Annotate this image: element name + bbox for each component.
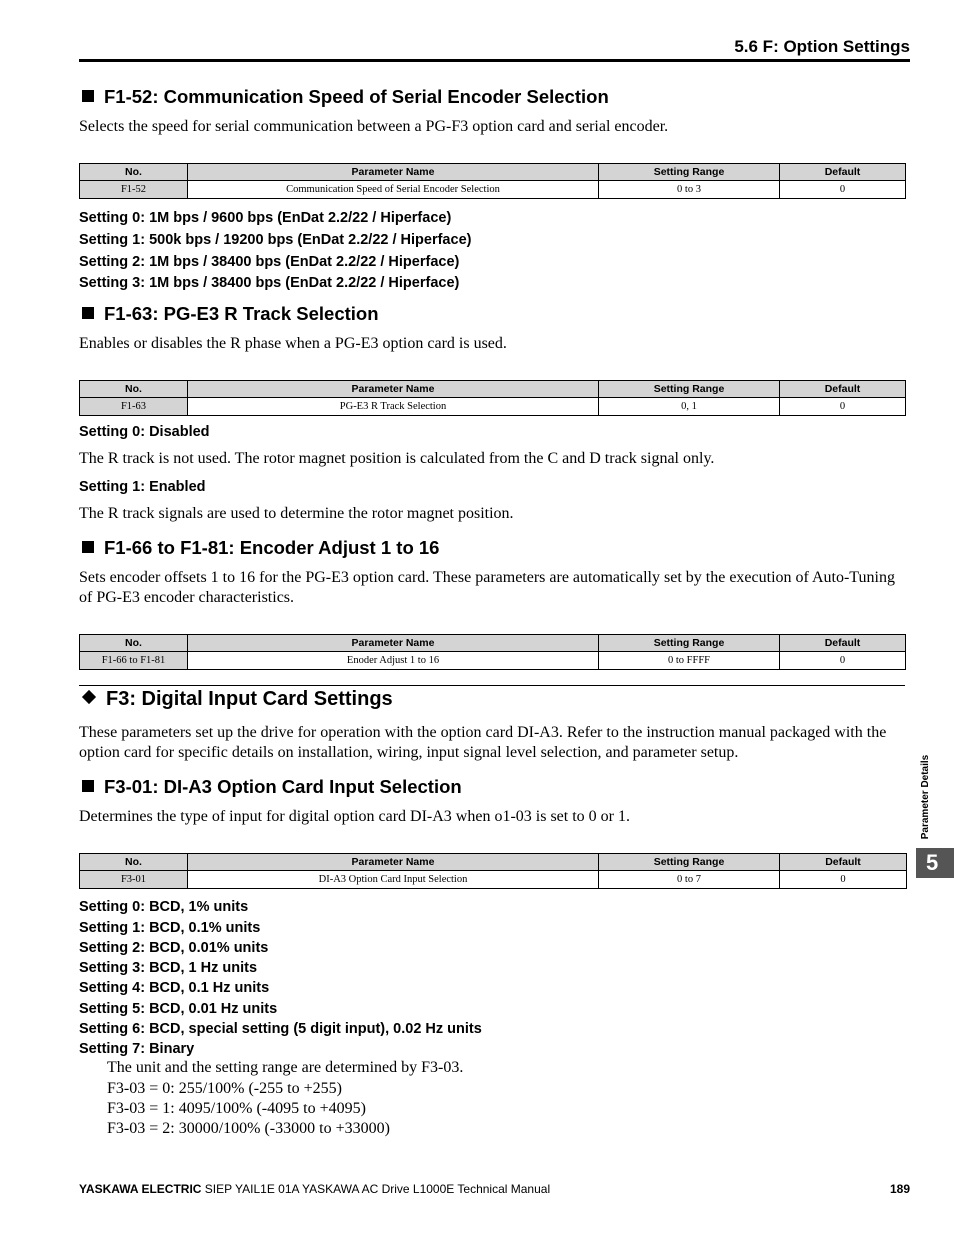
bullet-square-icon — [82, 780, 94, 792]
setting-text: The R track signals are used to determine the rotor magnet position. — [79, 505, 514, 522]
footer-brand: YASKAWA ELECTRIC — [79, 1182, 202, 1196]
cell-name: DI-A3 Option Card Input Selection — [188, 871, 599, 889]
cell-no: F1-63 — [80, 398, 188, 416]
col-default: Default — [780, 164, 906, 181]
setting-line: Setting 2: BCD, 0.01% units — [79, 940, 269, 956]
desc-f3: These parameters set up the drive for operation with the option card DI-A3. Refer to the instruction manual packaged with the option card for specific details on installation, wiring, input signal level selection, and parameter setup. — [79, 724, 887, 761]
setting-line: Setting 0: BCD, 1% units — [79, 899, 249, 915]
bullet-diamond-icon — [82, 690, 96, 704]
col-range: Setting Range — [599, 164, 780, 181]
col-default: Default — [780, 854, 907, 871]
cell-name: Enoder Adjust 1 to 16 — [188, 652, 599, 670]
heading-f3: F3: Digital Input Card Settings — [82, 688, 393, 711]
col-range: Setting Range — [599, 381, 780, 398]
desc-f3-01: Determines the type of input for digital option card DI-A3 when o1-03 is set to 0 or 1. — [79, 808, 630, 825]
chapter-tab: 5 — [916, 848, 954, 878]
cell-name: Communication Speed of Serial Encoder Selection — [188, 181, 599, 199]
col-default: Default — [780, 381, 906, 398]
header-rule — [79, 59, 910, 62]
setting-line: Setting 3: 1M bps / 38400 bps (EnDat 2.2/22 / Hiperface) — [79, 275, 460, 291]
setting-line: Setting 1: Enabled — [79, 479, 206, 495]
heading-f3-01: F3-01: DI-A3 Option Card Input Selection — [82, 776, 462, 798]
setting-line: Setting 0: Disabled — [79, 424, 210, 440]
col-name: Parameter Name — [188, 635, 599, 652]
cell-range: 0 to 3 — [599, 181, 780, 199]
bullet-square-icon — [82, 90, 94, 102]
col-range: Setting Range — [599, 635, 780, 652]
binary-note: The unit and the setting range are determined by F3-03. — [107, 1059, 464, 1076]
table-row — [80, 398, 906, 416]
section-rule — [79, 685, 905, 686]
col-no: No. — [80, 854, 188, 871]
col-name: Parameter Name — [188, 854, 599, 871]
setting-line: Setting 7: Binary — [79, 1041, 195, 1057]
col-name: Parameter Name — [188, 381, 599, 398]
cell-default: 0 — [780, 181, 906, 199]
footer-doc: SIEP YAIL1E 01A YASKAWA AC Drive L1000E Technical Manual — [201, 1182, 551, 1196]
heading-f1-52: F1-52: Communication Speed of Serial Encoder Selection — [82, 86, 609, 108]
desc-f1-66: Sets encoder offsets 1 to 16 for the PG-E3 option card. These parameters are automatically set by the execution of Auto-Tuning of PG-E3 encoder characteristics. — [79, 569, 895, 606]
col-no: No. — [80, 635, 188, 652]
bullet-square-icon — [82, 307, 94, 319]
footer — [79, 1182, 550, 1196]
param-table-f1-52 — [79, 163, 906, 199]
desc-f1-63: Enables or disables the R phase when a PG-E3 option card is used. — [79, 335, 507, 352]
binary-note: F3-03 = 0: 255/100% (-255 to +255) — [107, 1080, 342, 1097]
section-header: 5.6 F: Option Settings — [734, 37, 910, 56]
setting-line: Setting 2: 1M bps / 38400 bps (EnDat 2.2/22 / Hiperface) — [79, 254, 460, 270]
col-range: Setting Range — [599, 854, 780, 871]
cell-no: F3-01 — [80, 871, 188, 889]
cell-default: 0 — [780, 398, 906, 416]
cell-default: 0 — [780, 871, 907, 889]
binary-note: F3-03 = 2: 30000/100% (-33000 to +33000) — [107, 1120, 390, 1137]
setting-line: Setting 1: BCD, 0.1% units — [79, 920, 261, 936]
param-table-f3-01 — [79, 853, 907, 889]
cell-no: F1-52 — [80, 181, 188, 199]
heading-f1-66: F1-66 to F1-81: Encoder Adjust 1 to 16 — [82, 537, 439, 559]
cell-range: 0 to FFFF — [599, 652, 780, 670]
cell-no: F1-66 to F1-81 — [80, 652, 188, 670]
setting-line: Setting 3: BCD, 1 Hz units — [79, 960, 258, 976]
table-row — [80, 181, 906, 199]
setting-line: Setting 0: 1M bps / 9600 bps (EnDat 2.2/22 / Hiperface) — [79, 210, 452, 226]
table-row — [80, 871, 907, 889]
setting-line: Setting 6: BCD, special setting (5 digit input), 0.02 Hz units — [79, 1021, 482, 1037]
binary-note: F3-03 = 1: 4095/100% (-4095 to +4095) — [107, 1100, 366, 1117]
cell-name: PG-E3 R Track Selection — [188, 398, 599, 416]
page-number: 189 — [889, 1182, 910, 1196]
col-default: Default — [780, 635, 906, 652]
col-no: No. — [80, 381, 188, 398]
desc-f1-52: Selects the speed for serial communication between a PG-F3 option card and serial encoder. — [79, 118, 669, 135]
param-table-f1-63 — [79, 380, 906, 416]
bullet-square-icon — [82, 541, 94, 553]
param-table-f1-66 — [79, 634, 906, 670]
setting-line: Setting 5: BCD, 0.01 Hz units — [79, 1001, 278, 1017]
setting-line: Setting 4: BCD, 0.1 Hz units — [79, 980, 270, 996]
chapter-side-label: Parameter Details — [920, 754, 931, 840]
cell-range: 0, 1 — [599, 398, 780, 416]
setting-text: The R track is not used. The rotor magnet position is calculated from the C and D track signal only. — [79, 450, 715, 467]
cell-default: 0 — [780, 652, 906, 670]
col-name: Parameter Name — [188, 164, 599, 181]
col-no: No. — [80, 164, 188, 181]
setting-line: Setting 1: 500k bps / 19200 bps (EnDat 2.2/22 / Hiperface) — [79, 232, 472, 248]
heading-f1-63: F1-63: PG-E3 R Track Selection — [82, 303, 379, 325]
table-row — [80, 652, 906, 670]
cell-range: 0 to 7 — [599, 871, 780, 889]
